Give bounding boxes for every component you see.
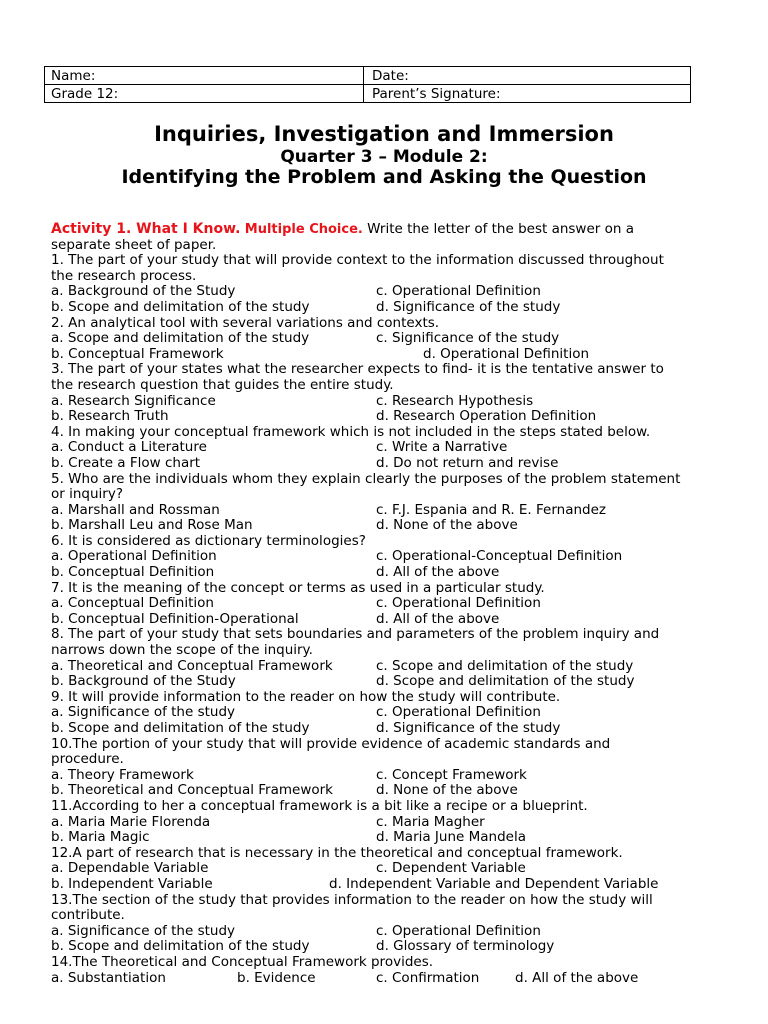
activity-label: Activity 1. What I Know. [51,221,241,237]
choice-c: c. Maria Magher [376,813,485,830]
choice-row [51,939,721,955]
choice-d: d. None of the above [376,517,518,534]
choice-d: d. Significance of the study [376,720,561,736]
grade-label: Grade 12: [51,85,119,102]
choice-c: c. Concept Framework [376,766,527,783]
question-text: 7. It is the meaning of the concept or terms as used in a particular study. [51,579,545,596]
question-text: 4. In making your conceptual framework which is not included in the steps stated below. [51,423,651,440]
choice-c: c. F.J. Espania and R. E. Fernandez [376,501,607,518]
choice-row [51,877,721,893]
choice-b: b. Maria Magic [51,829,150,846]
choice-d: d. Operational Definition [423,345,590,362]
activity-instruction: Write the letter of the best answer on a [362,221,634,237]
choice-a: a. Marshall and Rossman [51,501,220,518]
choice-a: a. Scope and delimitation of the study [51,330,310,347]
activity-type: Multiple Choice. [244,222,363,237]
choice-row [51,721,721,737]
activity-instruction-cont: separate sheet of paper. [51,236,217,253]
choice-b: b. Evidence [237,969,316,986]
choice-row [51,815,721,831]
choice-d: d. Significance of the study [376,298,561,315]
choice-row [51,300,721,316]
choice-d: d. Glossary of terminology [376,938,555,955]
question-text: 10.The portion of your study that will provide evidence of academic standards and [51,735,611,752]
choice-c: c. Dependent Variable [376,860,526,877]
grade-field[interactable] [45,85,364,103]
activity-body [51,222,721,986]
question-10 [51,737,721,799]
choice-d: d. All of the above [515,969,639,986]
choice-b: b. Conceptual Definition [51,564,215,581]
question-5 [51,472,721,534]
choice-row [51,971,721,987]
choice-c: c. Operational Definition [376,595,541,612]
choice-a: a. Significance of the study [51,922,236,939]
choice-row [51,503,721,519]
name-field[interactable] [45,67,364,85]
question-6 [51,534,721,581]
choice-d: d. Scope and delimitation of the study [376,673,635,690]
module-subtitle: Identifying the Problem and Asking the Question [121,166,647,188]
choice-a: a. Theoretical and Conceptual Framework [51,657,333,674]
question-text: 13.The section of the study that provides information to the reader on how the study will [51,891,653,908]
question-4 [51,425,721,472]
choice-d: d. None of the above [376,782,518,799]
question-text: the research process. [51,267,197,284]
question-2 [51,316,721,363]
parent-signature-field[interactable] [364,85,691,103]
quarter-module-heading: Quarter 3 – Module 2: [280,147,488,167]
document-title: Inquiries, Investigation and Immersion [154,122,614,146]
choice-b: b. Independent Variable [51,875,213,892]
choice-a: a. Theory Framework [51,766,194,783]
question-text: 14.The Theoretical and Conceptual Framework provides. [51,953,434,970]
student-info-table [44,66,691,103]
activity-heading [51,222,721,238]
question-text: 12.A part of research that is necessary in the theoretical and conceptual framework. [51,844,623,861]
choice-row [51,518,721,534]
date-label: Date: [372,67,409,84]
question-text: or inquiry? [51,486,123,503]
question-1 [51,253,721,315]
choice-c: c. Write a Narrative [376,439,508,456]
choice-b: b. Research Truth [51,408,169,425]
choice-row [51,659,721,675]
question-text: the research question that guides the entire study. [51,376,394,393]
question-text: 8. The part of your study that sets boundaries and parameters of the problem inquiry and [51,626,660,643]
question-7 [51,581,721,628]
question-11 [51,799,721,846]
choice-c: c. Operational Definition [376,283,541,300]
choice-b: b. Scope and delimitation of the study [51,720,310,736]
choice-b: b. Background of the Study [51,673,236,690]
question-text: narrows down the scope of the inquiry. [51,642,313,659]
choice-c: c. Operational Definition [376,922,541,939]
question-text: 6. It is considered as dictionary terminologies? [51,532,366,549]
question-list [51,253,721,986]
choice-a: a. Conduct a Literature [51,439,207,456]
choice-b: b. Conceptual Definition-Operational [51,610,299,627]
choice-a: a. Significance of the study [51,704,236,721]
choice-row [51,284,721,300]
choice-a: a. Substantiation [51,969,166,986]
question-12 [51,846,721,893]
choice-d: d. Research Operation Definition [376,408,597,425]
choice-row [51,456,721,472]
choice-b: b. Marshall Leu and Rose Man [51,517,253,534]
question-8 [51,627,721,689]
choice-d: d. All of the above [376,610,500,627]
choice-row [51,549,721,565]
choice-row [51,783,721,799]
choice-d: d. Do not return and revise [376,454,559,471]
choice-row [51,409,721,425]
choice-row [51,830,721,846]
choice-row [51,596,721,612]
choice-b: b. Scope and delimitation of the study [51,298,310,315]
choice-row [51,331,721,347]
choice-c: c. Research Hypothesis [376,392,534,409]
choice-row [51,394,721,410]
date-field[interactable] [364,67,691,85]
choice-a: a. Maria Marie Florenda [51,813,211,830]
choice-b: b. Scope and delimitation of the study [51,938,310,955]
question-13 [51,893,721,955]
choice-row [51,705,721,721]
choice-c: c. Operational Definition [376,704,541,721]
question-text: 1. The part of your study that will provide context to the information discussed throughout [51,252,664,269]
question-text: 5. Who are the individuals whom they explain clearly the purposes of the problem statement [51,470,681,487]
choice-c: c. Confirmation [376,969,480,986]
choice-c: c. Significance of the study [376,330,560,347]
choice-d: d. Independent Variable and Dependent Variable [329,875,659,892]
question-text: procedure. [51,751,124,768]
choice-row [51,861,721,877]
parent-signature-label: Parent’s Signature: [372,85,501,102]
question-text: 9. It will provide information to the reader on how the study will contribute. [51,688,561,705]
choice-row [51,612,721,628]
choice-d: d. Maria June Mandela [376,829,527,846]
choice-row [51,674,721,690]
choice-row [51,347,721,363]
choice-c: c. Scope and delimitation of the study [376,657,634,674]
question-text: 2. An analytical tool with several variations and contexts. [51,314,440,331]
name-label: Name: [51,67,96,84]
choice-row [51,924,721,940]
choice-row [51,565,721,581]
choice-a: a. Operational Definition [51,548,217,565]
choice-b: b. Conceptual Framework [51,345,224,362]
choice-a: a. Conceptual Definition [51,595,214,612]
choice-c: c. Operational-Conceptual Definition [376,548,623,565]
question-text: 11.According to her a conceptual framework is a bit like a recipe or a blueprint. [51,797,588,814]
question-9 [51,690,721,737]
question-3 [51,362,721,424]
choice-a: a. Research Significance [51,392,216,409]
question-text: contribute. [51,907,125,924]
choice-a: a. Background of the Study [51,283,236,300]
choice-a: a. Dependable Variable [51,860,209,877]
choice-b: b. Create a Flow chart [51,454,201,471]
choice-row [51,440,721,456]
choice-d: d. All of the above [376,564,500,581]
question-14 [51,955,721,986]
choice-b: b. Theoretical and Conceptual Framework [51,782,333,799]
question-text: 3. The part of your states what the researcher expects to find- it is the tentative answer to [51,361,664,378]
choice-row [51,768,721,784]
